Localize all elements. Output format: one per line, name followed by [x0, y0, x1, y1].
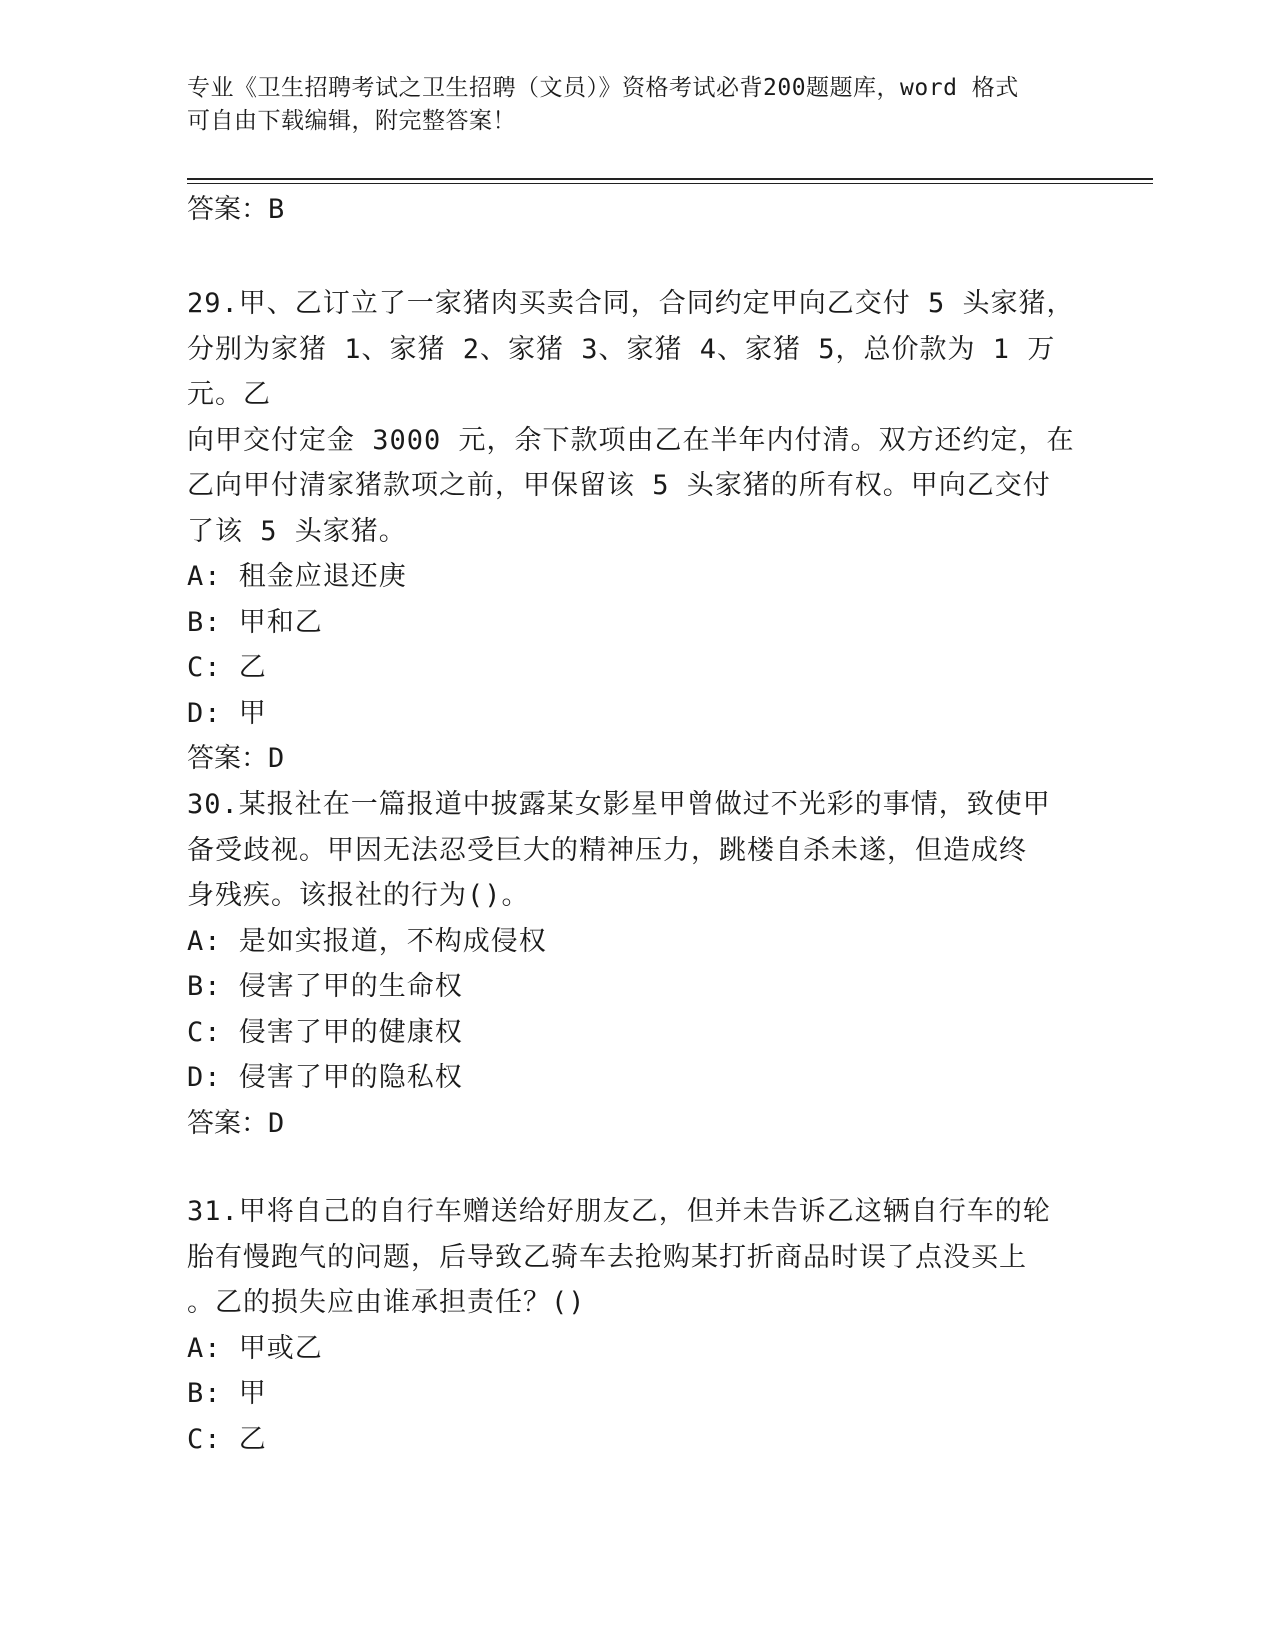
answer-label: 答案：D — [187, 1107, 285, 1139]
stem-line: 备受歧视。甲因无法忍受巨大的精神压力，跳楼自杀未遂，但造成终 — [187, 834, 1027, 866]
option-a: A: 是如实报道，不构成侵权 — [187, 925, 547, 957]
stem-line: 30.某报社在一篇报道中披露某女影星甲曾做过不光彩的事情，致使甲 — [187, 789, 1051, 820]
stem-line: 向甲交付定金 3000 元，余下款项由乙在半年内付清。双方还约定，在 — [187, 424, 1075, 456]
header-line-1: 专业《卫生招聘考试之卫生招聘（文员）》资格考试必背200题题库，word 格式 — [187, 75, 1019, 101]
question-stem — [187, 1189, 1087, 1326]
stem-line: 乙向甲付清家猪款项之前，甲保留该 5 头家猪的所有权。甲向乙交付 — [187, 470, 1051, 501]
question-31 — [187, 1189, 1087, 1462]
header-rule-thin — [187, 183, 1153, 184]
question-29 — [187, 281, 1087, 782]
stem-line: 31.甲将自己的自行车赠送给好朋友乙，但并未告诉乙这辆自行车的轮 — [187, 1196, 1051, 1227]
stem-line: 身残疾。该报社的行为()。 — [187, 880, 530, 911]
answer-label: 答案：D — [187, 743, 285, 774]
option-b: B: 甲 — [187, 1378, 267, 1409]
option-c: C: 乙 — [187, 652, 267, 683]
option-d: D: 侵害了甲的隐私权 — [187, 1062, 463, 1093]
stem-line: 29.甲、乙订立了一家猪肉买卖合同，合同约定甲向乙交付 5 头家猪， — [187, 288, 1075, 319]
answer-label: 答案：B — [187, 194, 285, 225]
header-rule-thick — [187, 178, 1153, 180]
question-stem — [187, 281, 1087, 554]
header-line-2: 可自由下载编辑，附完整答案！ — [187, 108, 516, 134]
option-b: B: 侵害了甲的生命权 — [187, 971, 463, 1002]
question-stem — [187, 782, 1087, 919]
stem-line: 胎有慢跑气的问题，后导致乙骑车去抢购某打折商品时误了点没买上 — [187, 1241, 1027, 1273]
option-c: C: 乙 — [187, 1423, 267, 1455]
document-header — [187, 72, 1067, 138]
option-b: B: 甲和乙 — [187, 606, 323, 638]
question-30 — [187, 782, 1087, 1146]
stem-line: 。乙的损失应由谁承担责任？() — [187, 1287, 586, 1318]
option-d: D: 甲 — [187, 697, 267, 729]
stem-line: 分别为家猪 1、家猪 2、家猪 3、家猪 4、家猪 5，总价款为 1 万元。乙 — [187, 333, 1056, 410]
option-a: A: 甲或乙 — [187, 1332, 323, 1364]
option-c: C: 侵害了甲的健康权 — [187, 1016, 463, 1048]
stem-line: 了该 5 头家猪。 — [187, 515, 407, 547]
option-a: A: 租金应退还庚 — [187, 561, 407, 592]
